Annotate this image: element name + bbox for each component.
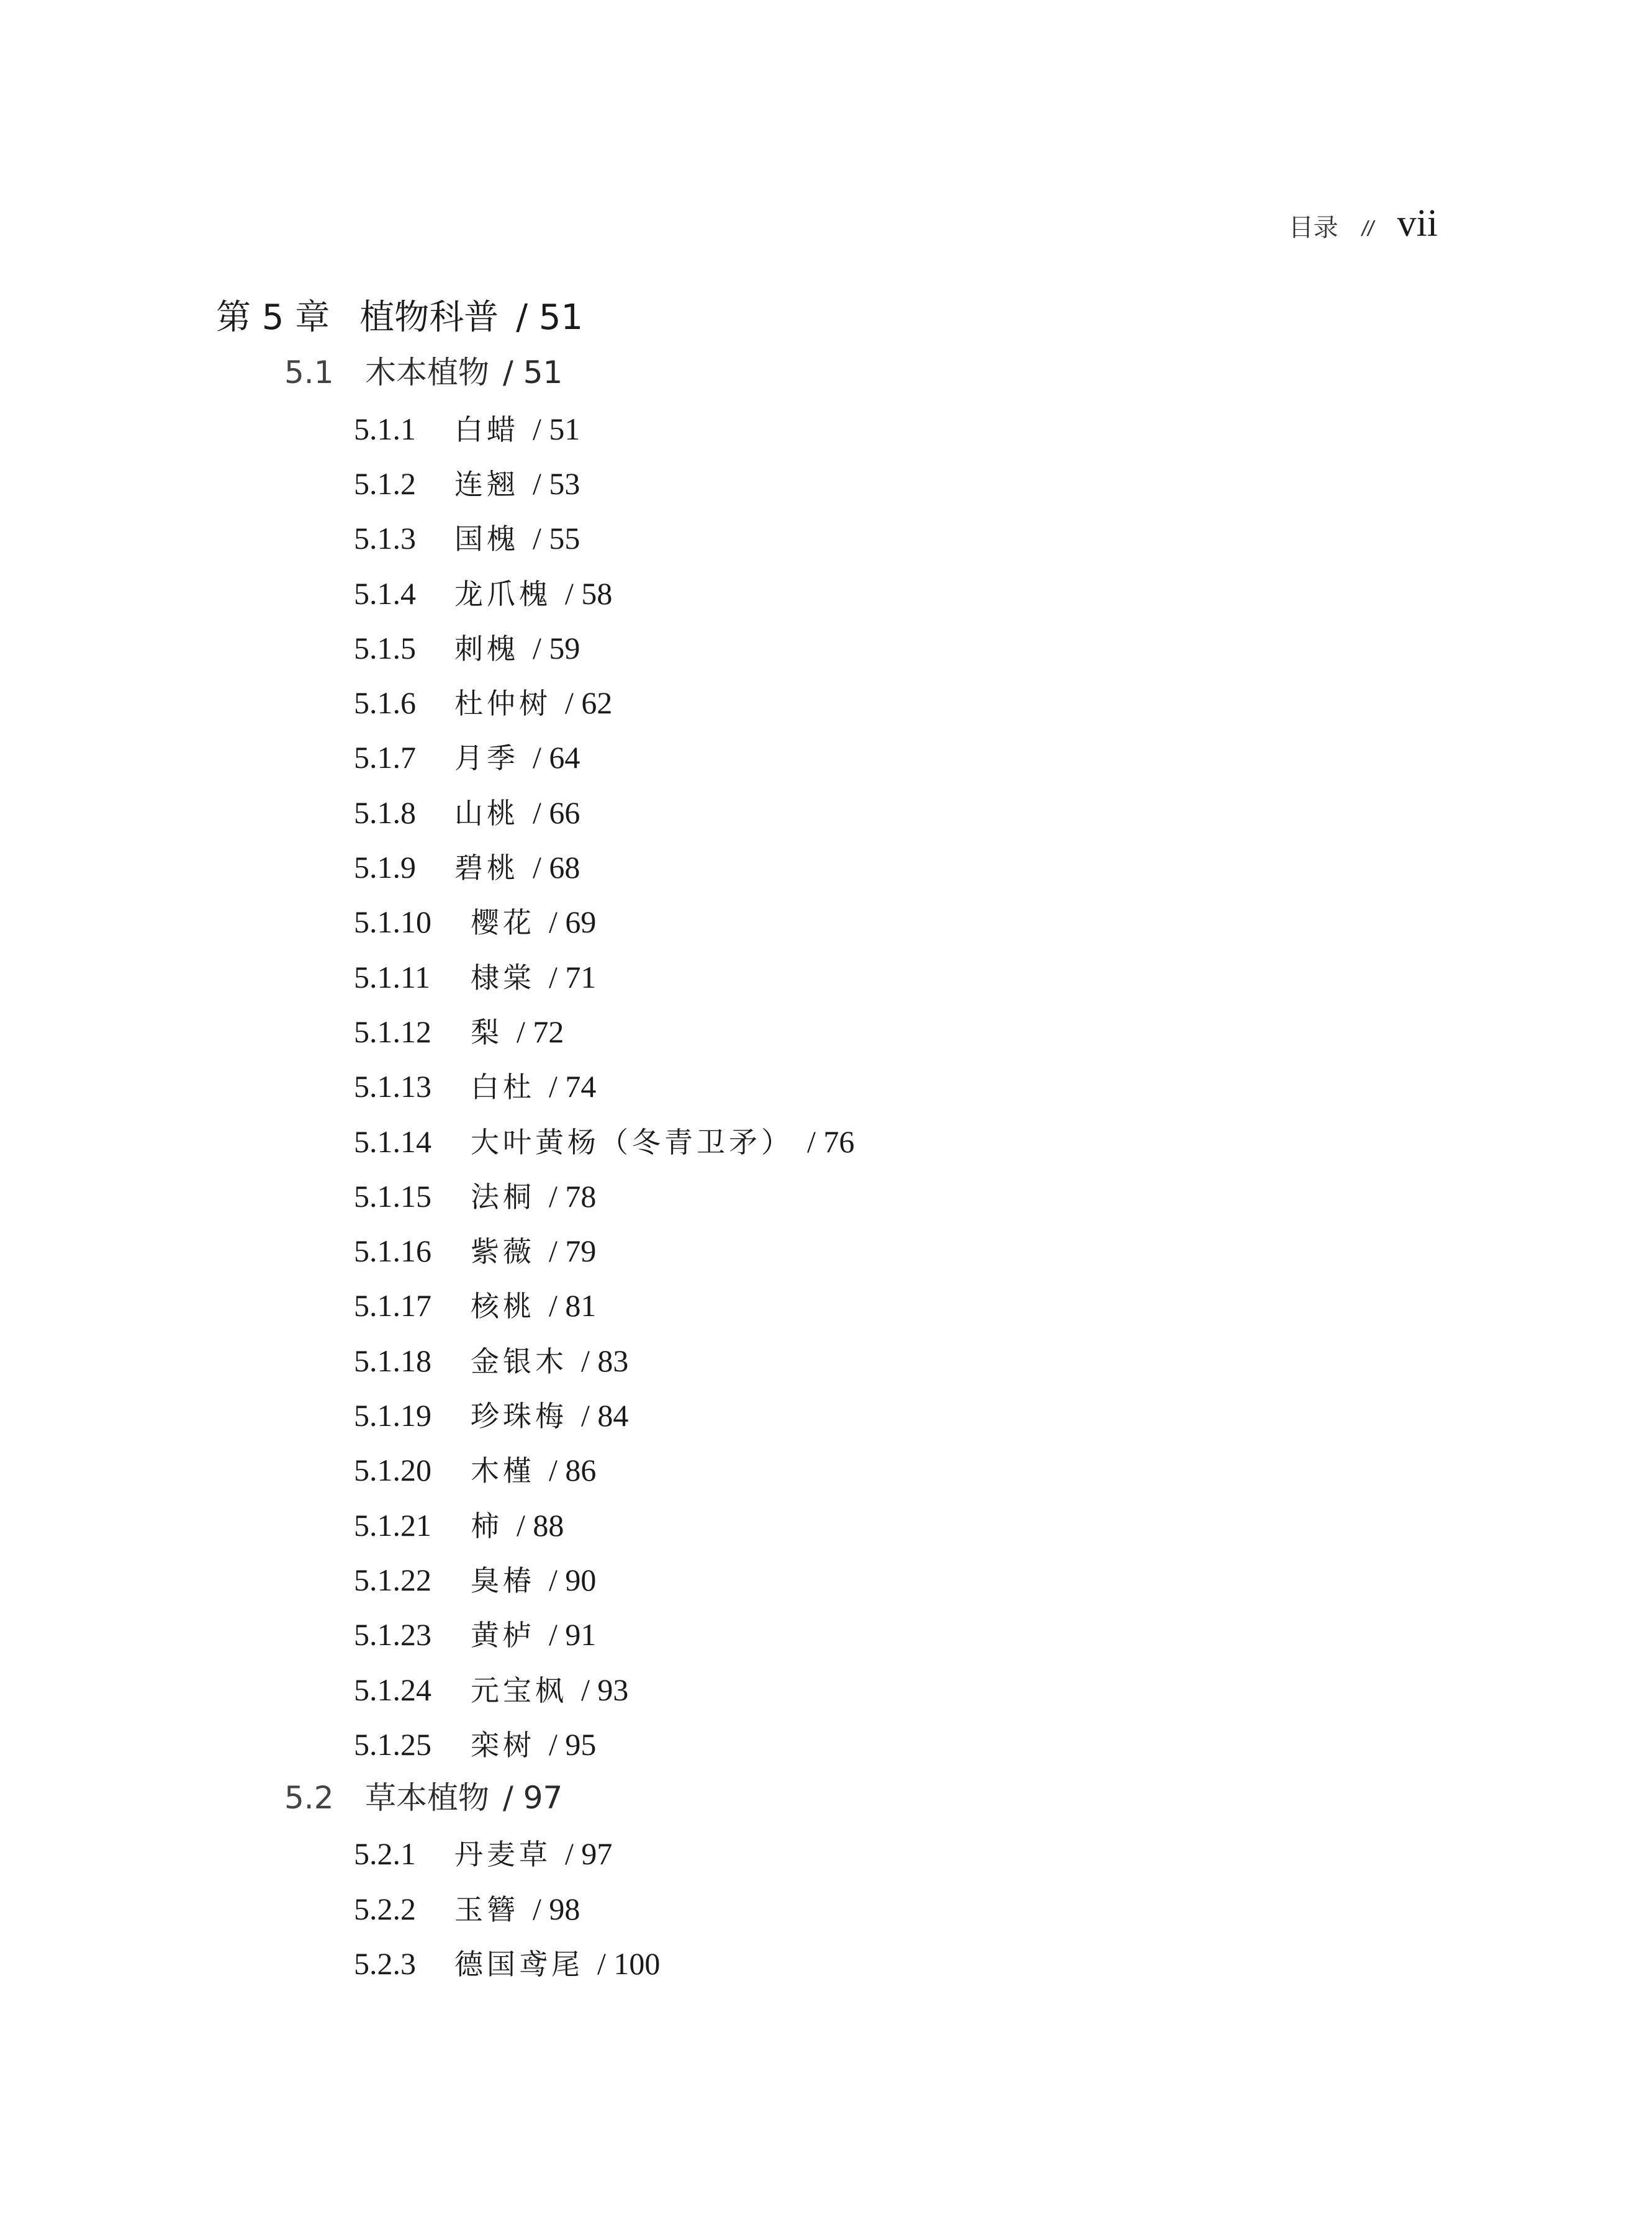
- toc-entry-5-2-1[interactable]: [354, 1826, 612, 1881]
- entry-number: 5.1.12: [354, 1014, 431, 1049]
- entry-page-ref: / 90: [549, 1562, 597, 1597]
- toc-entry-5-1-17[interactable]: [354, 1278, 596, 1333]
- entry-title: 丹麦草: [454, 1838, 551, 1872]
- entry-title: 棣棠: [471, 960, 535, 995]
- toc-entry-5-1-14[interactable]: [354, 1114, 854, 1169]
- entry-number: 5.2.1: [354, 1836, 416, 1872]
- toc-entry-5-1-5[interactable]: [354, 621, 580, 675]
- entry-number: 5.1.17: [354, 1288, 431, 1324]
- toc-entry-5-1-24[interactable]: [354, 1662, 628, 1717]
- entry-title: 山桃: [454, 796, 519, 830]
- toc-entry-5-1-25[interactable]: [354, 1717, 596, 1772]
- entry-title: 木槿: [471, 1454, 535, 1488]
- entry-page-ref: / 64: [533, 740, 580, 775]
- entry-title: 珍珠梅: [471, 1399, 567, 1433]
- entry-page-ref: / 76: [807, 1124, 855, 1159]
- toc-entry-5-1-23[interactable]: [354, 1607, 596, 1662]
- toc-entry-5-1-6[interactable]: [354, 675, 612, 730]
- toc-entry-5-1-4[interactable]: [354, 566, 612, 621]
- chapter-page-ref: / 51: [516, 297, 584, 338]
- entry-page-ref: / 79: [549, 1234, 597, 1269]
- entry-title: 国槐: [454, 522, 519, 556]
- entry-page-ref: / 93: [581, 1672, 629, 1707]
- entry-number: 5.1.23: [354, 1617, 431, 1653]
- entry-number: 5.1.14: [354, 1124, 431, 1159]
- entry-title: 白蜡: [454, 412, 519, 446]
- entry-title: 栾树: [471, 1728, 535, 1762]
- entry-page-ref: / 88: [517, 1507, 564, 1543]
- entry-title: 柿: [471, 1509, 503, 1543]
- entry-page-ref: / 51: [533, 411, 580, 446]
- entry-number: 5.1.8: [354, 795, 416, 830]
- entry-page-ref: / 98: [533, 1891, 580, 1926]
- entry-title: 紫薇: [471, 1235, 535, 1269]
- toc-entry-5-1-21[interactable]: [354, 1498, 564, 1553]
- running-head-separator: //: [1361, 217, 1374, 241]
- entry-title: 臭椿: [471, 1563, 535, 1597]
- toc-entry-5-1-11[interactable]: [354, 950, 596, 1004]
- entry-title: 白杜: [471, 1070, 535, 1104]
- entry-number: 5.1.10: [354, 904, 431, 940]
- entry-page-ref: / 66: [533, 795, 580, 830]
- entry-title: 玉簪: [454, 1892, 519, 1926]
- entry-page-ref: / 83: [581, 1343, 629, 1378]
- entry-number: 5.1.22: [354, 1562, 431, 1597]
- entry-page-ref: / 81: [549, 1288, 597, 1324]
- entry-page-ref: / 62: [565, 685, 613, 721]
- entry-number: 5.1.21: [354, 1507, 431, 1543]
- entry-number: 5.1.24: [354, 1672, 431, 1707]
- entry-title: 刺槐: [454, 631, 519, 665]
- entry-title: 元宝枫: [471, 1673, 567, 1707]
- entry-title: 月季: [454, 741, 519, 775]
- entry-title: 金银木: [471, 1344, 567, 1378]
- entry-title: 核桃: [471, 1289, 535, 1324]
- running-head: [1289, 202, 1438, 246]
- entry-page-ref: / 78: [549, 1178, 597, 1214]
- entry-number: 5.1.9: [354, 850, 416, 885]
- entry-page-ref: / 68: [533, 850, 580, 885]
- entry-number: 5.1.7: [354, 740, 416, 775]
- entry-page-ref: / 86: [549, 1453, 597, 1488]
- entry-number: 5.1.18: [354, 1343, 431, 1378]
- entry-title: 德国鸢尾: [454, 1947, 584, 1981]
- entry-number: 5.1.3: [354, 521, 416, 556]
- entry-page-ref: / 95: [549, 1726, 597, 1762]
- entry-page-ref: / 100: [597, 1946, 661, 1981]
- entry-number: 5.1.19: [354, 1398, 431, 1433]
- entry-number: 5.2.2: [354, 1891, 416, 1926]
- entry-page-ref: / 74: [549, 1069, 597, 1104]
- entry-number: 5.1.2: [354, 466, 416, 501]
- toc-entry-5-1-12[interactable]: [354, 1004, 564, 1059]
- entry-number: 5.1.13: [354, 1069, 431, 1104]
- entry-page-ref: / 69: [549, 904, 597, 940]
- entry-title: 梨: [471, 1015, 503, 1049]
- toc-entry-5-1-1[interactable]: [354, 402, 580, 456]
- entry-number: 5.1.5: [354, 630, 416, 665]
- chapter-title: 植物科普: [359, 297, 499, 338]
- entry-number: 5.1.4: [354, 575, 416, 611]
- chapter-number: 第 5 章: [216, 297, 330, 338]
- entry-page-ref: / 53: [533, 466, 580, 501]
- toc-entry-5-1-9[interactable]: [354, 840, 580, 895]
- entry-page-ref: / 91: [549, 1617, 597, 1653]
- toc-entry-5-2-2[interactable]: [354, 1882, 580, 1936]
- entry-page-ref: / 84: [581, 1398, 629, 1433]
- entry-title: 黄栌: [471, 1618, 535, 1653]
- toc-section-5-1[interactable]: [284, 346, 562, 399]
- page-number: vii: [1397, 202, 1438, 245]
- toc-entry-5-1-16[interactable]: [354, 1224, 596, 1278]
- toc-entry-5-1-7[interactable]: [354, 730, 580, 785]
- running-head-section: 目录: [1288, 214, 1338, 242]
- toc-entry-5-1-2[interactable]: [354, 456, 580, 511]
- section-title: 木本植物: [365, 354, 489, 391]
- section-title: 草本植物: [365, 1780, 489, 1816]
- section-page-ref: / 97: [503, 1780, 563, 1816]
- section-number: 5.1: [284, 354, 334, 391]
- toc-entry-5-1-13[interactable]: [354, 1059, 596, 1114]
- entry-number: 5.2.3: [354, 1946, 416, 1981]
- entry-title: 龙爪槐: [454, 577, 551, 611]
- entry-number: 5.1.15: [354, 1178, 431, 1214]
- entry-number: 5.1.25: [354, 1726, 431, 1762]
- entry-page-ref: / 72: [517, 1014, 564, 1049]
- entry-title: 法桐: [471, 1180, 535, 1214]
- entry-page-ref: / 55: [533, 521, 580, 556]
- toc-entry-5-1-10[interactable]: [354, 895, 596, 949]
- entry-title: 大叶黄杨（冬青卫矛）: [471, 1125, 793, 1159]
- entry-page-ref: / 97: [565, 1836, 613, 1872]
- entry-page-ref: / 58: [565, 575, 613, 611]
- entry-title: 樱花: [471, 906, 535, 940]
- entry-page-ref: / 59: [533, 630, 580, 665]
- section-number: 5.2: [284, 1780, 334, 1816]
- toc-entry-5-1-20[interactable]: [354, 1443, 596, 1497]
- entry-number: 5.1.1: [354, 411, 416, 446]
- entry-number: 5.1.16: [354, 1234, 431, 1269]
- toc-entry-5-1-18[interactable]: [354, 1333, 628, 1388]
- section-page-ref: / 51: [503, 354, 563, 391]
- entry-number: 5.1.11: [354, 959, 431, 995]
- toc-section-5-2[interactable]: [284, 1772, 562, 1824]
- entry-title: 连翘: [454, 467, 519, 501]
- chapter-heading[interactable]: [216, 292, 583, 344]
- toc-entry-5-1-3[interactable]: [354, 511, 580, 566]
- toc-entry-5-1-8[interactable]: [354, 785, 580, 840]
- entry-title: 杜仲树: [454, 687, 551, 721]
- entry-number: 5.1.20: [354, 1453, 431, 1488]
- entry-number: 5.1.6: [354, 685, 416, 721]
- toc-entry-5-2-3[interactable]: [354, 1936, 660, 1991]
- entry-page-ref: / 71: [549, 959, 597, 995]
- toc-entry-5-1-19[interactable]: [354, 1388, 628, 1443]
- entry-title: 碧桃: [454, 851, 519, 885]
- toc-entry-5-1-15[interactable]: [354, 1169, 596, 1224]
- toc-entry-5-1-22[interactable]: [354, 1553, 596, 1607]
